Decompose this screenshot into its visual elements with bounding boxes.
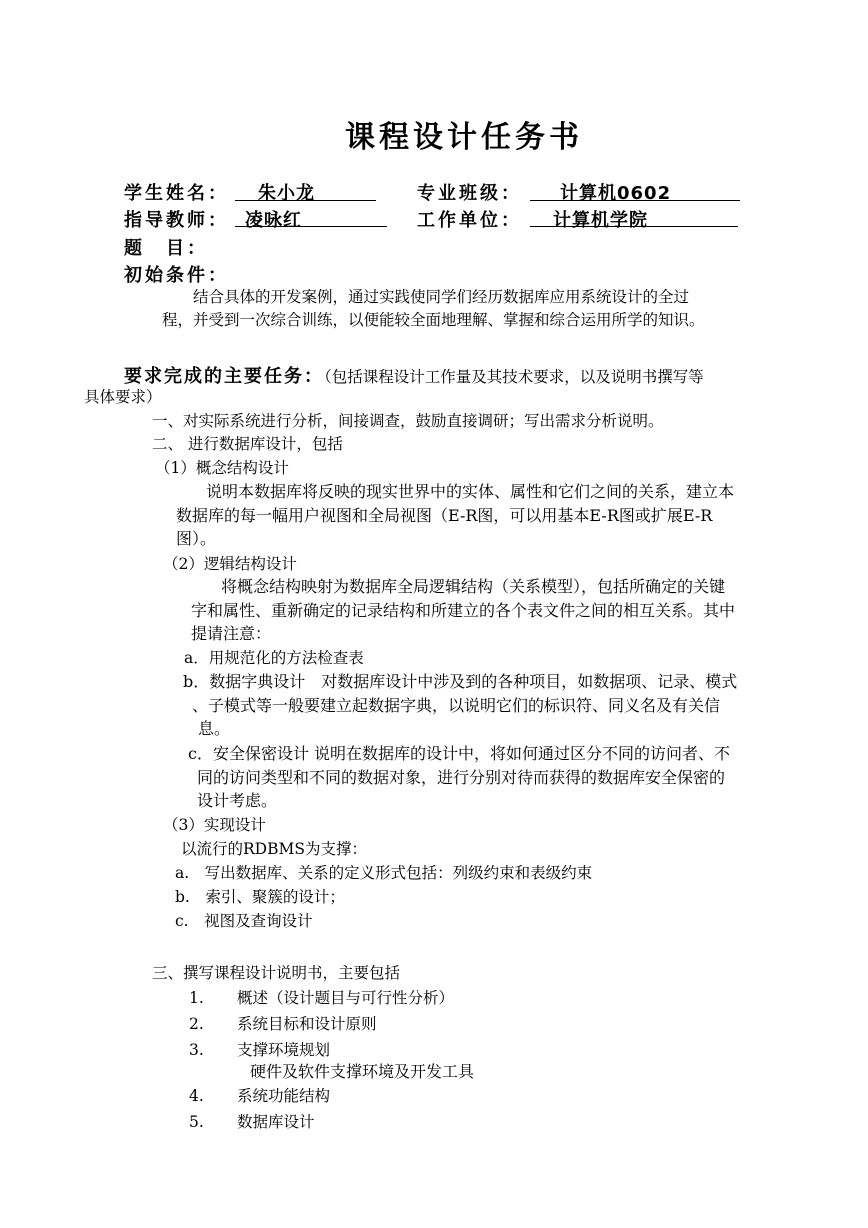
logical-design-c-line-1: c．安全保密设计 说明在数据库的设计中，将如何通过区分不同的访问者、不 [188, 744, 731, 763]
class-label: 专业班级： [417, 183, 522, 204]
requirements-heading-line [124, 362, 704, 388]
task-item-2: 二、 进行数据库设计，包括 [152, 435, 343, 453]
list-item-text: 数据库设计 [237, 1113, 315, 1131]
logical-design-b-line-1: b．数据字典设计 对数据库设计中涉及到的各种项目，如数据项、记录、模式 [183, 672, 738, 691]
student-name-value: 朱小龙 [258, 183, 315, 204]
list-item-text: 概述（设计题目与可行性分析） [237, 989, 455, 1007]
unit-value: 计算机学院 [553, 210, 648, 231]
logical-design-line-3: 提请注意： [191, 624, 272, 643]
initial-conditions-label: 初始条件： [124, 265, 229, 286]
list-item-text: 系统目标和设计原则 [237, 1015, 377, 1033]
conceptual-design-line-2: 数据库的每一幅用户视图和全局视图（E-R图，可以用基本E-R图或扩展E-R [176, 506, 713, 525]
list-item-text: 支撑环境规划 [237, 1041, 331, 1059]
implementation-intro: 以流行的RDBMS为支撑： [181, 840, 367, 858]
logical-design-line-1: 将概念结构映射为数据库全局逻辑结构（关系模型），包括所确定的关键 [221, 577, 726, 596]
implementation-a: a. 写出数据库、关系的定义形式包括：列级约束和表级约束 [175, 864, 593, 882]
list-item-num: 1. [189, 989, 204, 1007]
conceptual-design-line-1: 说明本数据库将反映的现实世界中的实体、属性和它们之间的关系，建立本 [206, 482, 735, 501]
requirements-heading: 要求完成的主要任务： [124, 366, 324, 387]
document-title: 课程设计任务书 [345, 120, 583, 155]
conceptual-design-title: （1）概念结构设计 [155, 459, 289, 477]
teacher-value: 凌咏红 [245, 210, 302, 231]
unit-label: 工作单位： [417, 210, 522, 231]
unit-underline [530, 226, 738, 227]
logical-design-b-line-3: 息。 [198, 719, 231, 738]
requirements-heading-note: （包括课程设计工作量及其技术要求，以及说明书撰写等 [324, 368, 704, 386]
implementation-b: b. 索引、聚簇的设计； [175, 888, 345, 906]
task-item-1: 一、对实际系统进行分析，间接调查，鼓励直接调研；写出需求分析说明。 [152, 412, 664, 430]
logical-design-title: （2）逻辑结构设计 [163, 555, 297, 573]
list-item-num: 2. [189, 1015, 204, 1033]
teacher-underline [235, 226, 387, 227]
student-name-underline [235, 200, 376, 201]
initial-text-line-1: 结合具体的开发案例，通过实践使同学们经历数据库应用系统设计的全过 [193, 288, 690, 306]
list-item-3-subline: 硬件及软件支撑环境及开发工具 [250, 1062, 475, 1081]
conceptual-design-line-3: 图）。 [176, 529, 217, 548]
teacher-label: 指导教师： [124, 210, 229, 231]
requirements-heading-note-cont: 具体要求） [84, 388, 162, 406]
list-item-num: 4. [189, 1087, 204, 1105]
initial-text-line-2: 程，并受到一次综合训练，以便能较全面地理解、掌握和综合运用所学的知识。 [162, 311, 705, 329]
task-item-3: 三、撰写课程设计说明书，主要包括 [152, 964, 401, 982]
list-item-text: 系统功能结构 [237, 1087, 331, 1105]
implementation-c: c. 视图及查询设计 [175, 912, 313, 930]
logical-design-line-2: 字和属性、重新确定的记录结构和所建立的各个表文件之间的相互关系。其中 [191, 601, 736, 620]
class-underline [530, 200, 740, 201]
logical-design-a: a．用规范化的方法检查表 [184, 649, 364, 667]
topic-label: 题 目： [124, 238, 208, 259]
logical-design-c-line-3: 设计考虑。 [197, 791, 278, 810]
class-value: 计算机0602 [560, 183, 672, 204]
logical-design-c-line-2: 同的访问类型和不同的数据对象，进行分别对待而获得的数据库安全保密的 [197, 768, 726, 787]
list-item-num: 5. [189, 1113, 204, 1131]
implementation-design-title: （3）实现设计 [163, 816, 266, 834]
list-item-num: 3. [189, 1041, 204, 1059]
student-name-label: 学生姓名： [124, 183, 229, 204]
logical-design-b-line-2: 、子模式等一般要建立起数据字典，以说明它们的标识符、同义名及有关信 [192, 696, 721, 715]
